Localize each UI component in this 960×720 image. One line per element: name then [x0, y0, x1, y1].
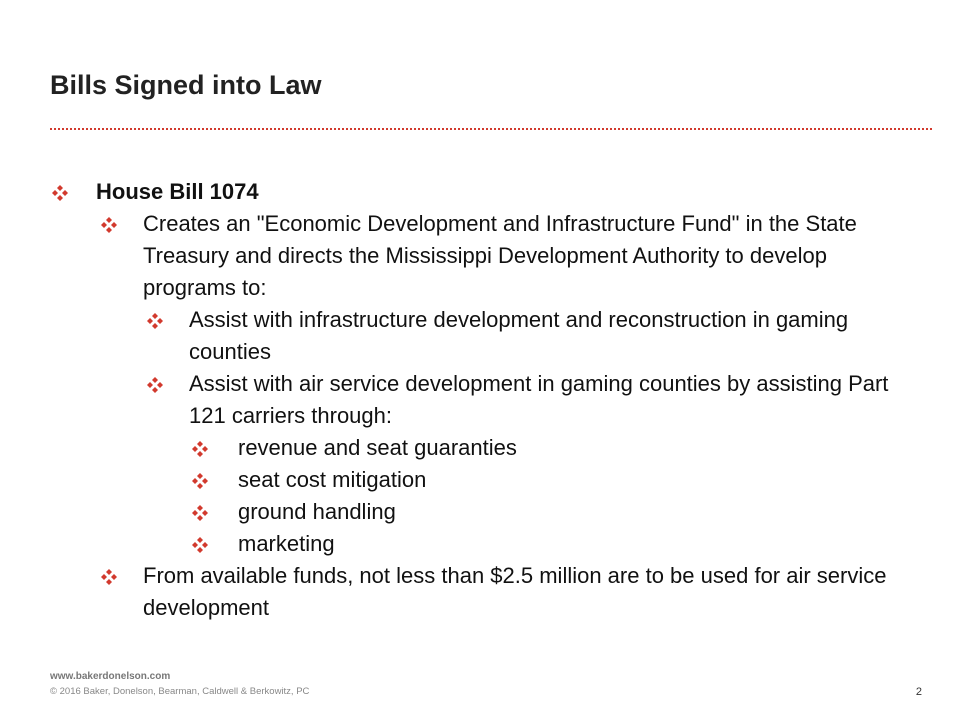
diamond-quad-icon [192, 496, 212, 528]
diamond-quad-icon [101, 560, 121, 592]
bullet-text: revenue and seat guaranties [238, 435, 517, 460]
bullet-item [96, 176, 876, 208]
bullet-text: seat cost mitigation [238, 467, 427, 492]
bullet-text: ground handling [238, 499, 396, 524]
diamond-quad-icon [101, 208, 121, 240]
bullet-item [238, 528, 878, 560]
bullet-item [143, 560, 903, 624]
title-divider [50, 128, 932, 130]
diamond-quad-icon [192, 432, 212, 464]
bullet-text: Assist with infrastructure development and reconstruction in gaming counties [189, 307, 849, 364]
bullet-item [238, 464, 878, 496]
footer-copyright: © 2016 Baker, Donelson, Bearman, Caldwell & Berkowitz, PC [50, 686, 310, 697]
diamond-quad-icon [192, 528, 212, 560]
bullet-text: From available funds, not less than $2.5 million are to be used for air service development [143, 563, 887, 620]
diamond-quad-icon [147, 304, 167, 336]
bullet-item [238, 496, 878, 528]
bullet-item [238, 432, 878, 464]
bullet-item [143, 208, 903, 304]
bullet-text: marketing [238, 531, 335, 556]
bullet-item [189, 304, 889, 368]
bullet-text: Assist with air service development in gaming counties by assisting Part 121 carriers through: [189, 371, 889, 428]
slide-title: Bills Signed into Law [50, 70, 322, 100]
bullet-item [189, 368, 889, 432]
bullet-text: Creates an "Economic Development and Infrastructure Fund" in the State Treasury and directs the Mississippi Development Authority to develop programs to: [143, 211, 857, 300]
diamond-quad-icon [147, 368, 167, 400]
page-number: 2 [915, 686, 922, 698]
footer-url: www.bakerdonelson.com [50, 671, 171, 682]
diamond-quad-icon [192, 464, 212, 496]
bullet-text: House Bill 1074 [96, 179, 259, 204]
diamond-quad-icon [52, 176, 72, 208]
